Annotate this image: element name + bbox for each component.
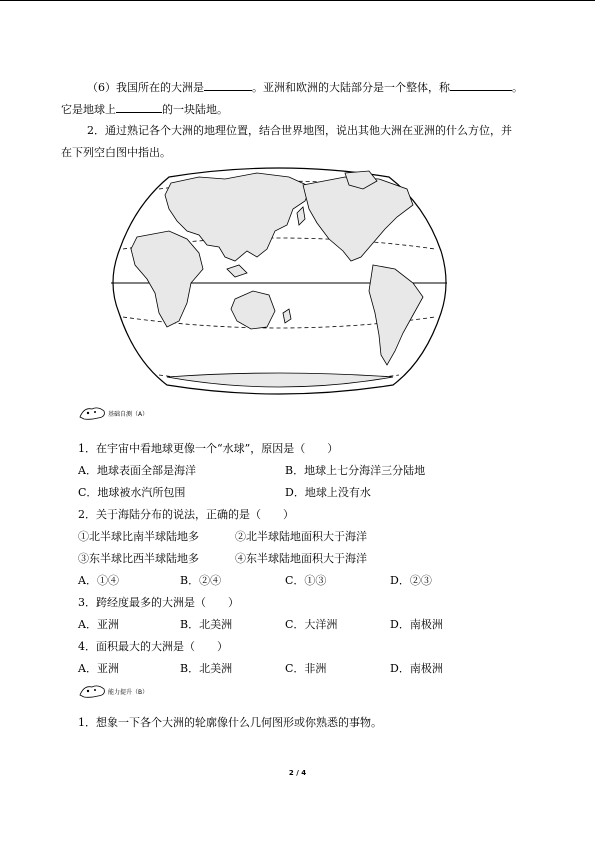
q2-option-b[interactable]: B．②④	[180, 574, 222, 587]
q3-option-d[interactable]: D．南极洲	[390, 618, 443, 631]
q1-stem: 1．在宇宙中看地球更像一个“水球”，原因是（ ）	[78, 442, 339, 455]
q2-intro-line2: 在下列空白图中指出。	[61, 146, 171, 159]
q3-option-c[interactable]: C．大洋洲	[285, 618, 338, 631]
q4-option-a[interactable]: A．亚洲	[78, 662, 119, 675]
q2-statement-1: ①北半球比南半球陆地多	[78, 530, 199, 543]
q4-stem: 4．面积最大的大洲是（ ）	[78, 640, 228, 653]
section-a-label: 基础自测（A）	[108, 411, 149, 418]
q2-option-a[interactable]: A．①④	[78, 574, 119, 587]
section-badge-icon	[78, 683, 108, 699]
blank-continent[interactable]	[204, 79, 252, 91]
q1-option-b[interactable]: B．地球上七分海洋三分陆地	[285, 464, 426, 477]
q6-line1	[87, 79, 523, 95]
q2-statement-4: ④东半球陆地面积大于海洋	[235, 552, 367, 565]
section-b-label: 能力提升（B）	[108, 689, 149, 696]
q6-text-a: （6）我国所在的大洲是	[87, 81, 204, 94]
q1-option-c[interactable]: C．地球被水汽所包围	[78, 486, 186, 499]
q6-text-d: 它是地球上	[61, 103, 116, 116]
q2-statement-3: ③东半球比西半球陆地多	[78, 552, 199, 565]
q1-option-d[interactable]: D．地球上没有水	[285, 486, 371, 499]
blank-largest[interactable]	[116, 101, 162, 113]
q4-option-c[interactable]: C．非洲	[285, 662, 327, 675]
q3-option-a[interactable]: A．亚洲	[78, 618, 119, 631]
header-rule	[0, 0, 595, 1]
q6-text-c: 。	[512, 81, 523, 94]
q2-option-d[interactable]: D．②③	[390, 574, 432, 587]
q3-stem: 3．跨经度最多的大洲是（ ）	[78, 596, 239, 609]
q6-line2	[61, 101, 228, 117]
b-question-1: 1．想象一下各个大洲的轮廓像什么几何图形或你熟悉的事物。	[78, 716, 382, 729]
blank-eurasia[interactable]	[450, 79, 512, 91]
section-badge-icon	[78, 405, 108, 421]
q4-option-d[interactable]: D．南极洲	[390, 662, 443, 675]
world-map-figure	[107, 165, 451, 399]
q3-option-b[interactable]: B．北美洲	[180, 618, 233, 631]
q4-option-b[interactable]: B．北美洲	[180, 662, 233, 675]
section-b-badge	[78, 683, 158, 699]
section-a-badge	[78, 405, 158, 421]
page-number: 2 / 4	[288, 769, 307, 777]
q1-option-a[interactable]: A．地球表面全部是海洋	[78, 464, 196, 477]
q2-stem: 2．关于海陆分布的说法，正确的是（ ）	[78, 508, 294, 521]
q6-text-e: 的一块陆地。	[162, 103, 228, 116]
q2-intro-line1: 2．通过熟记各个大洲的地理位置，结合世界地图，说出其他大洲在亚洲的什么方位，并	[87, 124, 512, 137]
q2-statement-2: ②北半球陆地面积大于海洋	[235, 530, 367, 543]
q6-text-b: 。亚洲和欧洲的大陆部分是一个整体，称	[252, 81, 450, 94]
q2-option-c[interactable]: C．①③	[285, 574, 327, 587]
